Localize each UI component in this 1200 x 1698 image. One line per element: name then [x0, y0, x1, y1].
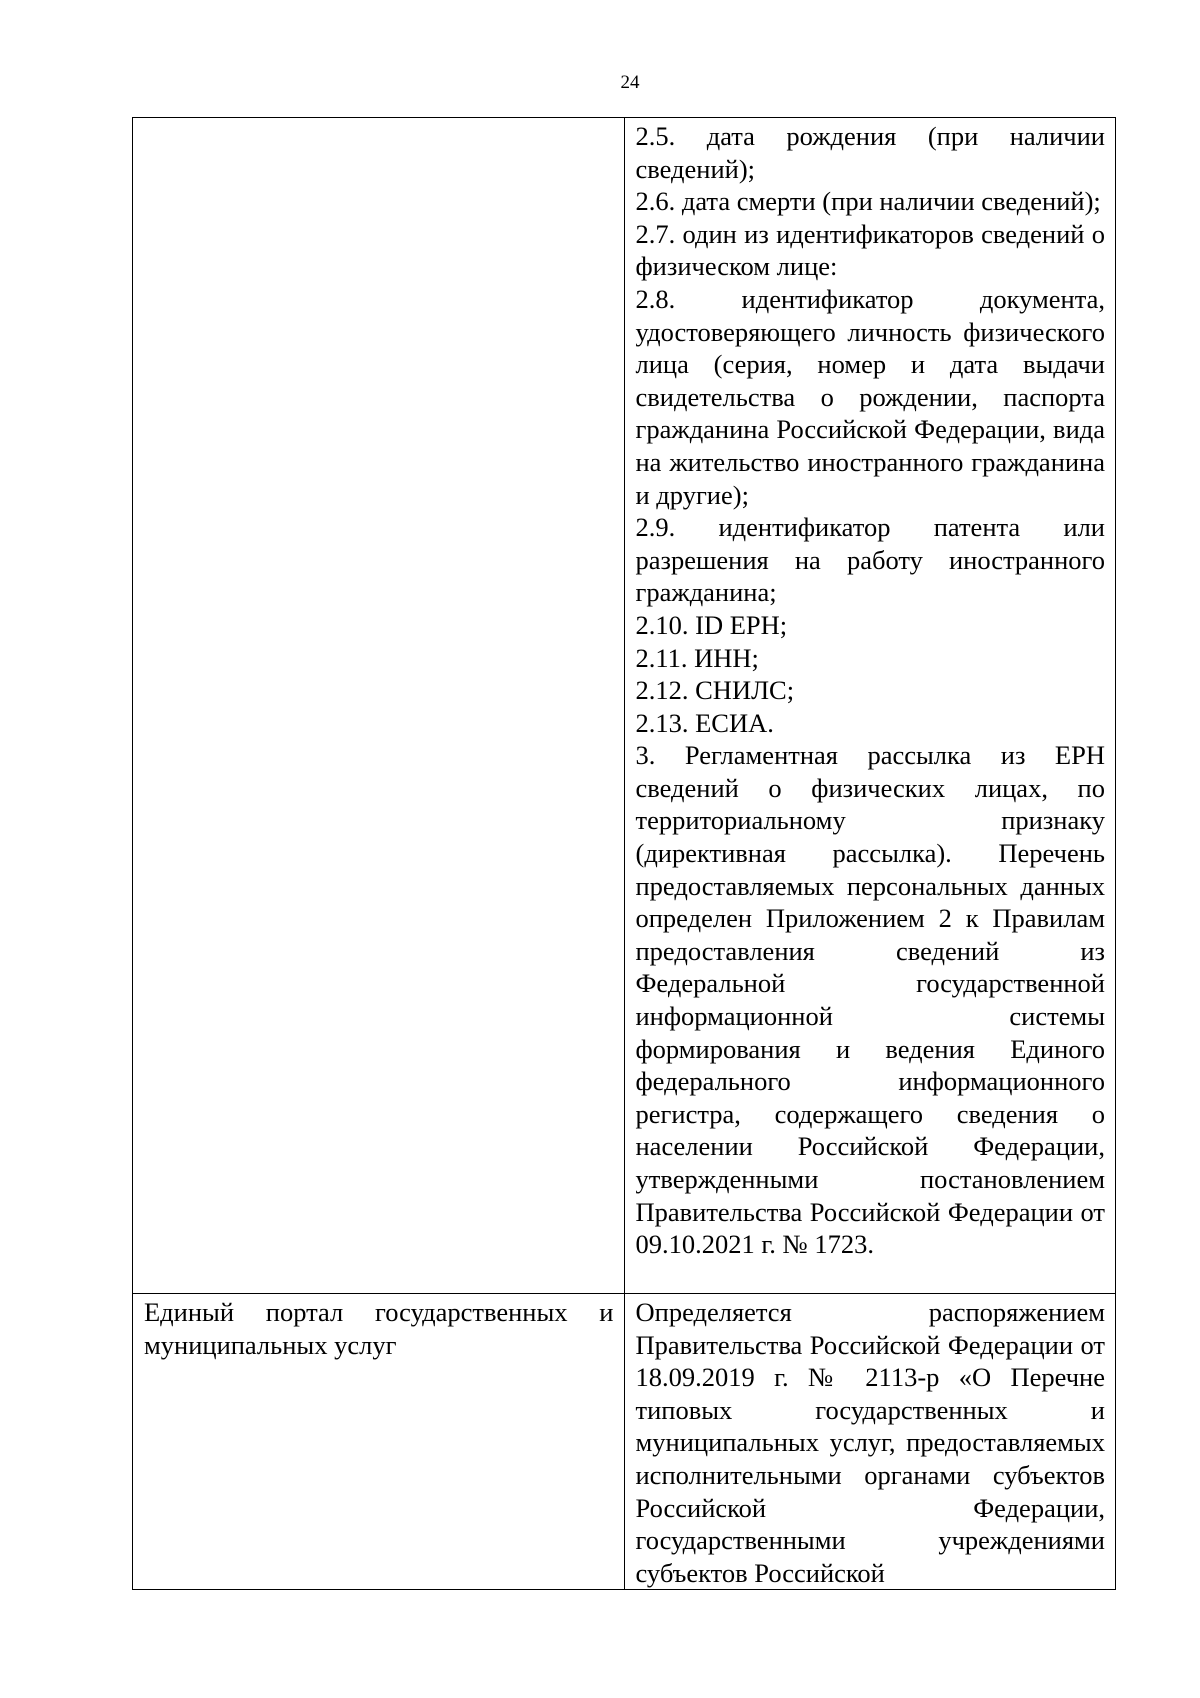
list-item: 3. Регламентная рассылка из ЕРН сведений о физических лицах, по территориальному признаку (директивная рассылка). Перечень предоставляемых персональных данных определен Приложением 2 к Правилам предоставления сведений из Федеральной государственной информационной системы формирования и ведения Единого федерального информационного регистра, содержащего сведения о населении Российской Федерации, утвержденными постановлением Правительства Российской Федерации от 09.10.2021 г. № 1723. — [635, 740, 1105, 1260]
table-row — [133, 118, 1116, 1294]
list-item: 2.6. дата смерти (при наличии сведений); — [635, 186, 1101, 217]
page-number: 24 — [620, 72, 640, 93]
table-cell-left — [133, 1294, 625, 1590]
list-item: 2.13. ЕСИА. — [635, 707, 774, 738]
list-item: 2.9. идентификатор патента или разрешения на работу иностранного гражданина; — [635, 512, 1105, 608]
list-item: 2.8. идентификатор документа, удостоверяющего личность физического лица (серия, номер и дата выдачи свидетельства о рождении, паспорта гражданина Российской Федерации, вида на жительство иностранного гражданина и другие); — [635, 283, 1105, 510]
list-item: 2.5. дата рождения (при наличии сведений); — [635, 121, 1105, 184]
list-item: 2.11. ИНН; — [635, 642, 759, 673]
list-item: 2.10. ID ЕРН; — [635, 609, 788, 640]
list-item: 2.12. СНИЛС; — [635, 675, 795, 706]
table-cell-left — [133, 118, 625, 1294]
cell-text: Единый портал государственных и муниципальных услуг — [144, 1297, 614, 1360]
table-cell-right — [624, 1294, 1116, 1590]
document-table — [132, 117, 1116, 1590]
list-item: 2.7. один из идентификаторов сведений о физическом лице: — [635, 218, 1105, 282]
table-row — [133, 1294, 1116, 1590]
list-item: Определяется распоряжением Правительства Российской Федерации от 18.09.2019 г. № 2113-р «О Перечне типовых государственных и муниципальных услуг, предоставляемых исполнительными органами субъектов Российской Федерации, государственными учреждениями субъектов Российской — [635, 1297, 1105, 1588]
table-cell-right — [624, 118, 1116, 1294]
